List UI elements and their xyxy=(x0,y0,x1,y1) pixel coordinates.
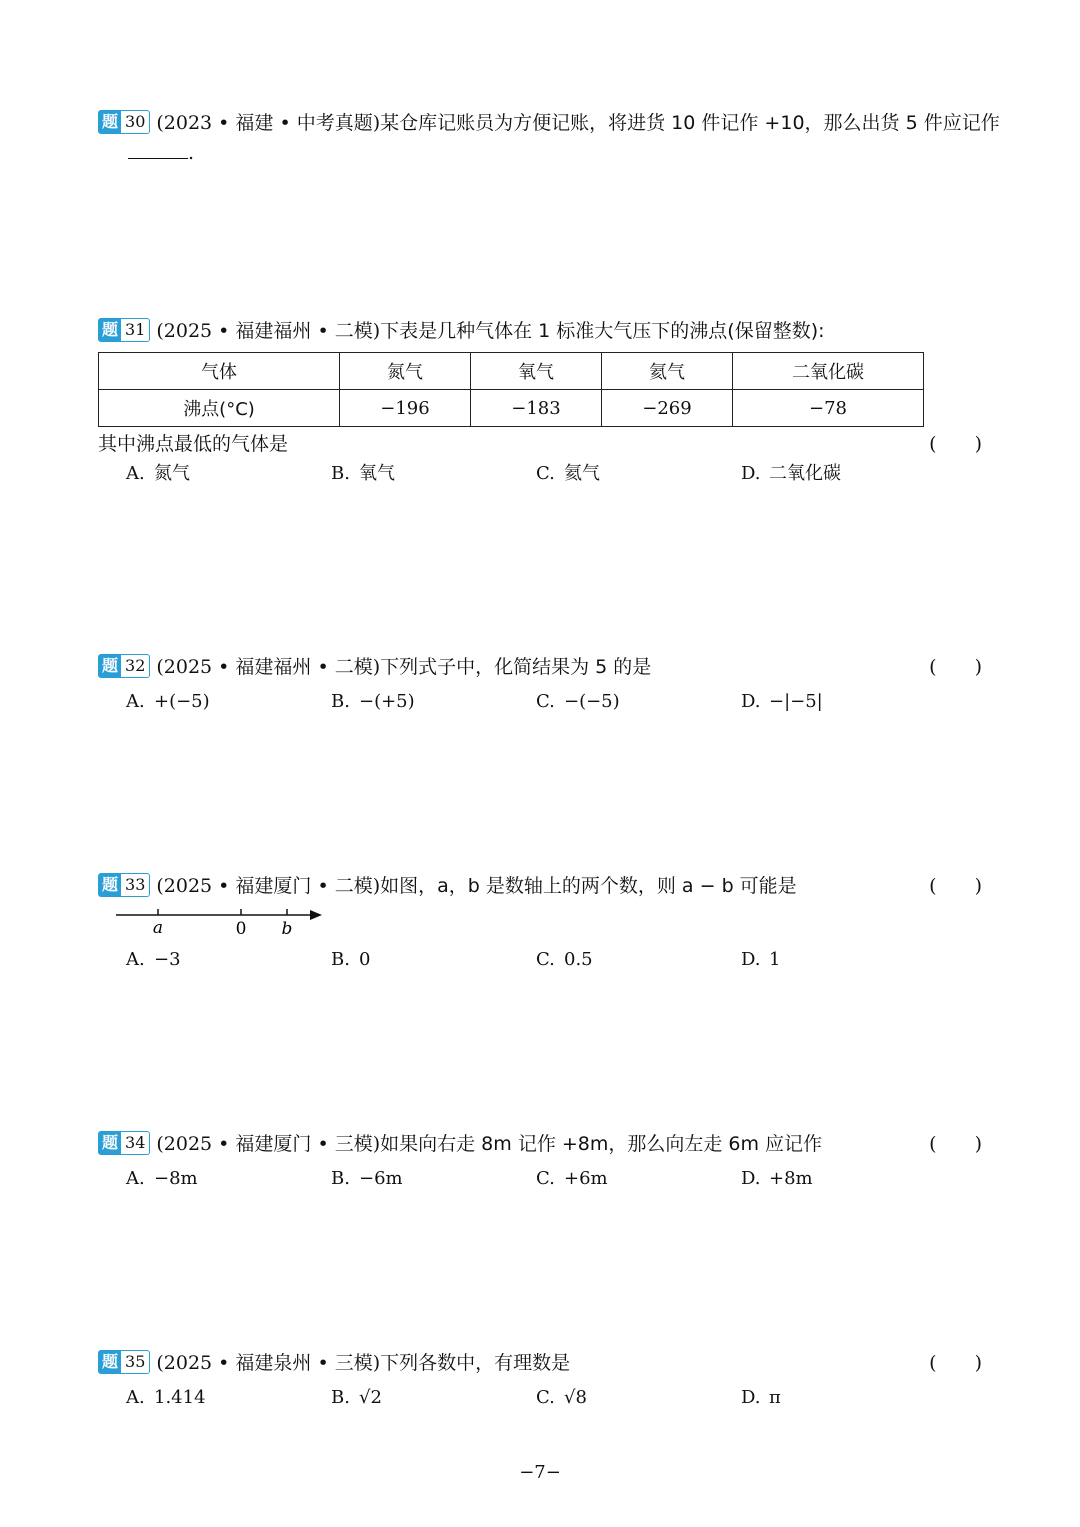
question-text: 下列各数中，有理数是 xyxy=(380,1352,571,1374)
table-cell: 气体 xyxy=(99,353,340,390)
question-source: (2025 • 福建厦门 • 三模) xyxy=(156,1133,381,1155)
option-a[interactable]: A. 1.414 xyxy=(126,1387,206,1408)
option-d[interactable]: D. π xyxy=(741,1387,781,1408)
table-cell: 二氧化碳 xyxy=(733,353,924,390)
options xyxy=(126,1164,988,1194)
option-a[interactable]: A. 氮气 xyxy=(126,463,190,484)
option-a[interactable]: A. −8m xyxy=(126,1168,198,1189)
option-b[interactable]: B. 氧气 xyxy=(331,463,395,484)
question-source: (2025 • 福建泉州 • 三模) xyxy=(156,1352,381,1374)
question-text: 下表是几种气体在 1 标准大气压下的沸点(保留整数): xyxy=(380,320,825,342)
question-badge: 题 31 xyxy=(98,318,150,342)
option-b[interactable]: B. −(+5) xyxy=(331,691,415,712)
table-row xyxy=(99,390,924,427)
question-32 xyxy=(98,652,988,717)
option-a[interactable]: A. −3 xyxy=(126,949,181,970)
answer-bracket[interactable]: ( ) xyxy=(929,656,982,678)
page-number: −7− xyxy=(519,1462,561,1483)
question-30 xyxy=(98,108,1000,168)
question-text: 如图，a，b 是数轴上的两个数，则 a − b 可能是 xyxy=(380,875,797,897)
question-33 xyxy=(98,871,988,975)
option-b[interactable]: B. 0 xyxy=(331,949,371,970)
answer-bracket[interactable]: ( ) xyxy=(929,433,982,455)
question-source: (2025 • 福建福州 • 二模) xyxy=(156,656,381,678)
table-cell: 氧气 xyxy=(471,353,602,390)
answer-bracket[interactable]: ( ) xyxy=(929,1133,982,1155)
table-cell: 沸点(°C) xyxy=(99,390,340,427)
question-35 xyxy=(98,1348,988,1413)
question-badge: 题 35 xyxy=(98,1350,150,1374)
option-c[interactable]: C. +6m xyxy=(536,1168,608,1189)
table-cell: −78 xyxy=(733,390,924,427)
question-source: (2025 • 福建福州 • 二模) xyxy=(156,320,381,342)
option-d[interactable]: D. +8m xyxy=(741,1168,813,1189)
question-source: (2025 • 福建厦门 • 二模) xyxy=(156,875,381,897)
options xyxy=(126,459,988,489)
option-c[interactable]: C. 0.5 xyxy=(536,949,593,970)
table-cell: −183 xyxy=(471,390,602,427)
answer-bracket[interactable]: ( ) xyxy=(929,1352,982,1374)
table-header-row xyxy=(99,353,924,390)
question-34 xyxy=(98,1129,988,1194)
question-text: 某仓库记账员为方便记账，将进货 10 件记作 +10，那么出货 5 件应记作 xyxy=(380,112,1000,134)
label-a: a xyxy=(152,918,164,937)
option-d[interactable]: D. 1 xyxy=(741,949,781,970)
answer-blank-line: . xyxy=(98,138,988,168)
question-33-line xyxy=(98,871,988,901)
question-badge: 题 34 xyxy=(98,1131,150,1155)
options xyxy=(126,945,988,975)
option-c[interactable]: C. √8 xyxy=(536,1387,587,1408)
number-line-figure xyxy=(112,901,352,937)
question-31 xyxy=(98,316,988,489)
label-zero: 0 xyxy=(235,919,247,937)
boiling-point-table xyxy=(98,352,924,427)
table-cell: 氦气 xyxy=(602,353,733,390)
question-32-line xyxy=(98,652,988,682)
options xyxy=(126,1383,988,1413)
label-b: b xyxy=(281,919,293,937)
question-badge: 题 30 xyxy=(98,110,150,134)
arrow-icon xyxy=(310,910,322,920)
question-31-line xyxy=(98,316,988,346)
option-c[interactable]: C. −(−5) xyxy=(536,691,620,712)
table-cell: −269 xyxy=(602,390,733,427)
question-source: (2023 • 福建 • 中考真题) xyxy=(156,112,381,134)
question-stem-line xyxy=(98,429,988,459)
question-stem: 其中沸点最低的气体是 xyxy=(98,433,289,455)
answer-blank[interactable] xyxy=(128,140,188,159)
option-d[interactable]: D. 二氧化碳 xyxy=(741,463,841,484)
question-badge: 题 33 xyxy=(98,873,150,897)
question-text: 如果向右走 8m 记作 +8m，那么向左走 6m 应记作 xyxy=(380,1133,823,1155)
question-badge: 题 32 xyxy=(98,654,150,678)
option-d[interactable]: D. −|−5| xyxy=(741,691,823,712)
question-35-line xyxy=(98,1348,988,1378)
question-30-line xyxy=(98,108,1000,138)
options xyxy=(126,687,988,717)
option-b[interactable]: B. −6m xyxy=(331,1168,403,1189)
option-b[interactable]: B. √2 xyxy=(331,1387,382,1408)
question-text: 下列式子中，化简结果为 5 的是 xyxy=(380,656,652,678)
question-34-line xyxy=(98,1129,988,1159)
option-c[interactable]: C. 氦气 xyxy=(536,463,600,484)
option-a[interactable]: A. +(−5) xyxy=(126,691,210,712)
answer-bracket[interactable]: ( ) xyxy=(929,875,982,897)
table-cell: −196 xyxy=(340,390,471,427)
table-cell: 氮气 xyxy=(340,353,471,390)
